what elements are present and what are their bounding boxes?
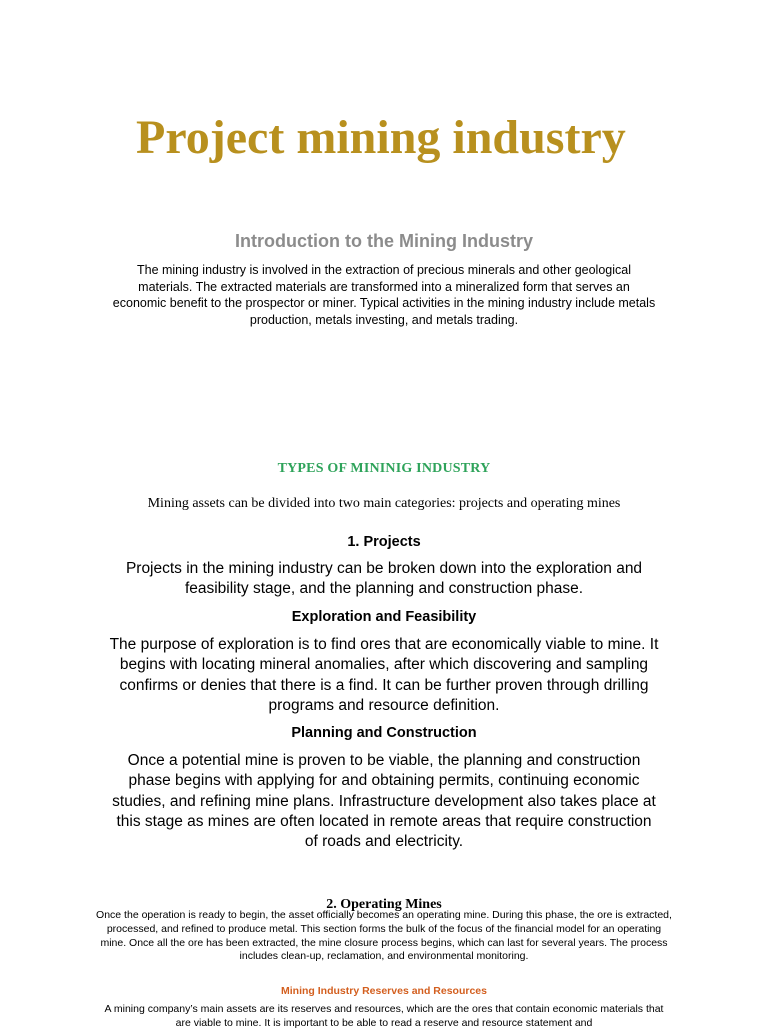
exploration-paragraph: The purpose of exploration is to find ores that are economically viable to mine. It begins with locating mineral anomalies, after which discovering and sampling confirms or denies that there is a find. It can be further proven through drilling programs and resource definition.: [109, 636, 659, 714]
types-paragraph: Mining assets can be divided into two main categories: projects and operating mines: [147, 496, 621, 511]
projects-paragraph: Projects in the mining industry can be broken down into the exploration and feasibility stage, and the planning and construction phase.: [125, 560, 643, 597]
operating-mines-paragraph: Once the operation is ready to begin, the asset officially becomes an operating mine. During this phase, the ore is extracted, processed, and refined to produce metal. This section forms the bulk of the focus of the financial model for an operating mine. Once all the ore has been extracted, the mine closure process begins, which can last for several years. The process includes clean-up, reclamation, and environmental monitoring.: [96, 909, 672, 963]
operating-mines-heading: 2. Operating Mines: [326, 897, 442, 912]
projects-heading: 1. Projects: [347, 534, 421, 550]
intro-paragraph: The mining industry is involved in the extraction of precious minerals and other geological materials. The extracted materials are transformed into a mineralized form that serves an economic benefit to the prospector or miner. Typical activities in the mining industry include metals production, metals investing, and metals trading.: [112, 263, 656, 327]
planning-heading: Planning and Construction: [291, 725, 477, 741]
types-heading: TYPES OF MININIG INDUSTRY: [277, 461, 491, 476]
exploration-heading: Exploration and Feasibility: [291, 609, 477, 625]
reserves-heading: Mining Industry Reserves and Resources: [281, 985, 487, 997]
reserves-paragraph: A mining company’s main assets are its reserves and resources, which are the ores that contain economic materials that are viable to mine. It is important to be able to read a reserve and resource statement and: [104, 1003, 664, 1029]
intro-heading: Introduction to the Mining Industry: [235, 231, 533, 251]
planning-paragraph: Once a potential mine is proven to be viable, the planning and construction phase begins with applying for and obtaining permits, continuing economic studies, and refining mine plans. Infrastructure development also takes place at this stage as mines are often located in remote areas that require construction of roads and electricity.: [112, 752, 656, 851]
document-title: Project mining industry: [136, 111, 626, 164]
